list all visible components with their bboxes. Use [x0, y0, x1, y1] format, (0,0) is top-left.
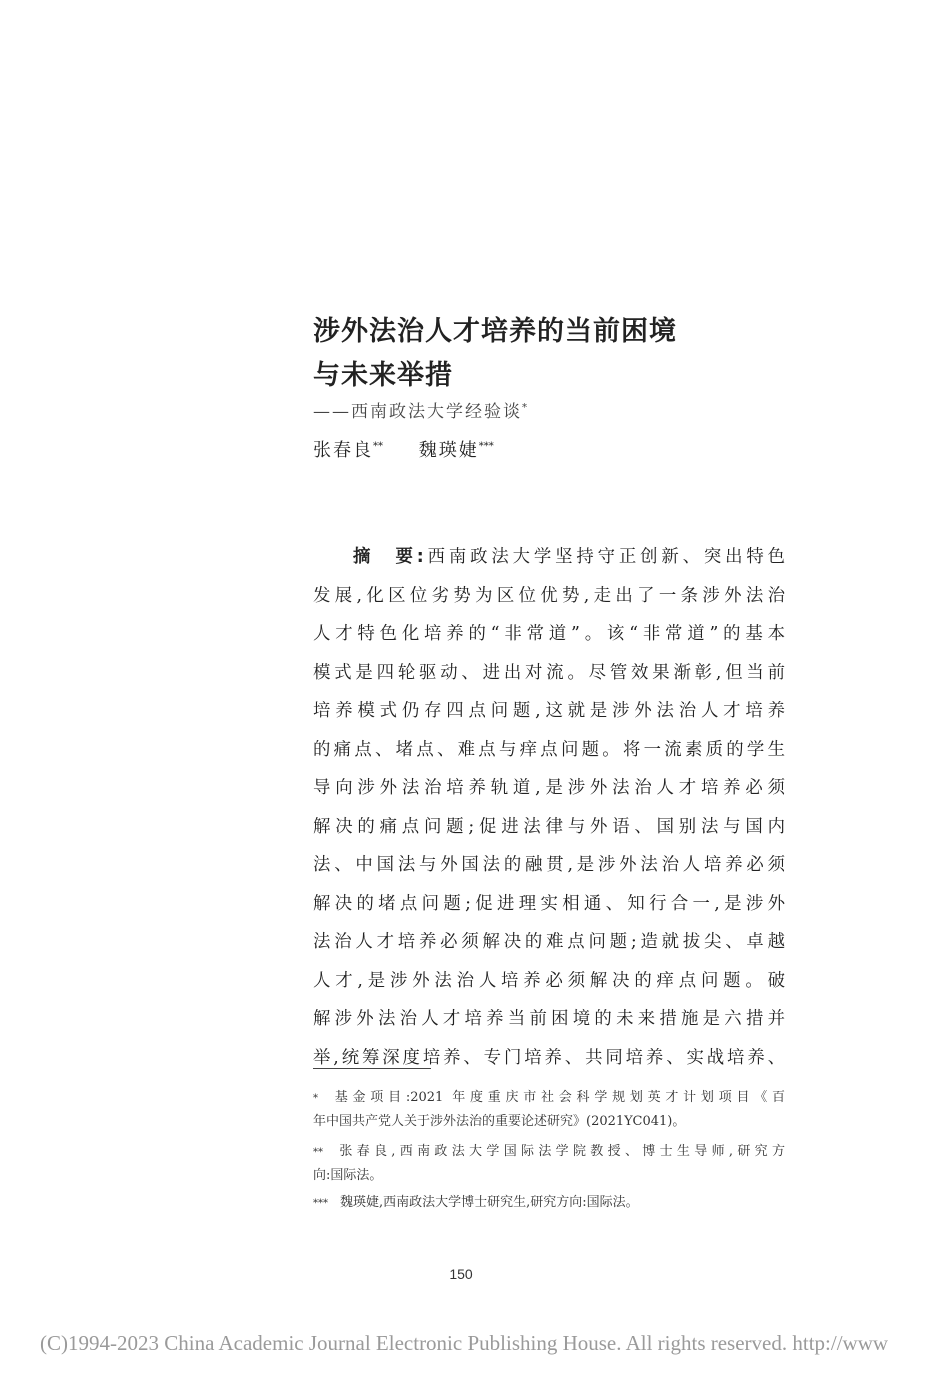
page-number: 150: [449, 1266, 473, 1282]
abstract-line: 模式是四轮驱动、进出对流。尽管效果渐彰,但当前: [313, 662, 785, 683]
abstract-line: 的痛点、堵点、难点与痒点问题。将一流素质的学生: [313, 739, 785, 760]
author-name: 魏瑛婕: [418, 440, 479, 461]
footnote-mark: **: [313, 1147, 323, 1158]
abstract-line: 发展,化区位劣势为区位优势,走出了一条涉外法治: [313, 585, 785, 606]
footnote-funding: [313, 1086, 785, 1133]
article-title-line-2: 与未来举措: [313, 360, 453, 391]
abstract-line: 解涉外法治人才培养当前困境的未来措施是六措并: [313, 1009, 785, 1029]
abstract-text: 西南政法大学坚持守正创新、突出特色: [423, 547, 785, 567]
abstract-label: 摘 要:: [353, 547, 424, 567]
abstract-line: 解决的痛点问题;促进法律与外语、国别法与国内: [313, 816, 785, 837]
abstract-line: 法、中国法与外国法的融贯,是涉外法治人培养必须: [313, 855, 785, 875]
abstract-line: 解决的堵点问题;促进理实相通、知行合一,是涉外: [313, 893, 785, 914]
footnote-line: [313, 1086, 785, 1110]
footnote-text: 基金项目:2021 年度重庆市社会科学规划英才计划项目《百: [330, 1090, 785, 1105]
abstract-line: 导向涉外法治培养轨道,是涉外法治人才培养必须: [313, 778, 785, 798]
footnote-text: 魏瑛婕,西南政法大学博士研究生,研究方向:国际法。: [340, 1195, 639, 1210]
article-subtitle: [313, 397, 527, 422]
abstract-line: 人才特色化培养的“非常道”。该“非常道”的基本: [313, 624, 785, 644]
author-footnote-mark: **: [373, 441, 383, 452]
abstract: [313, 538, 785, 1077]
footnote-mark: *: [313, 1093, 318, 1104]
abstract-line: 举,统筹深度培养、专门培养、共同培养、实战培养、: [313, 1047, 785, 1068]
footnote-line: [313, 1191, 785, 1215]
author-footnote-mark: ***: [478, 441, 494, 452]
footnote-line: 向:国际法。: [313, 1168, 383, 1183]
footnote-author-1: [313, 1140, 785, 1187]
footnote-line: [313, 1140, 785, 1164]
subtitle-text: ——西南政法大学经验谈: [313, 402, 522, 422]
abstract-line: 人才,是涉外法治人培养必须解决的痒点问题。破: [313, 970, 785, 991]
footnote-author-2: [313, 1191, 785, 1215]
abstract-line: 培养模式仍存四点问题,这就是涉外法治人才培养: [313, 701, 785, 721]
abstract-line: 法治人才培养必须解决的难点问题;造就拔尖、卓越: [313, 932, 785, 952]
footnote-mark: ***: [313, 1198, 328, 1209]
subtitle-footnote-mark: *: [522, 402, 527, 414]
article-title-line-1: 涉外法治人才培养的当前困境: [313, 316, 677, 347]
author-list: [313, 436, 494, 462]
abstract-line: [313, 538, 785, 577]
footnote-line: 年中国共产党人关于涉外法治的重要论述研究》(2021YC041)。: [313, 1114, 686, 1129]
author-name: 张春良: [313, 440, 373, 461]
copyright-notice: (C)1994-2023 China Academic Journal Electronic Publishing House. All rights reserved. http://www: [40, 1331, 889, 1355]
footnote-separator: [313, 1068, 431, 1069]
footnote-text: 张春良,西南政法大学国际法学院教授、博士生导师,研究方: [335, 1144, 785, 1159]
